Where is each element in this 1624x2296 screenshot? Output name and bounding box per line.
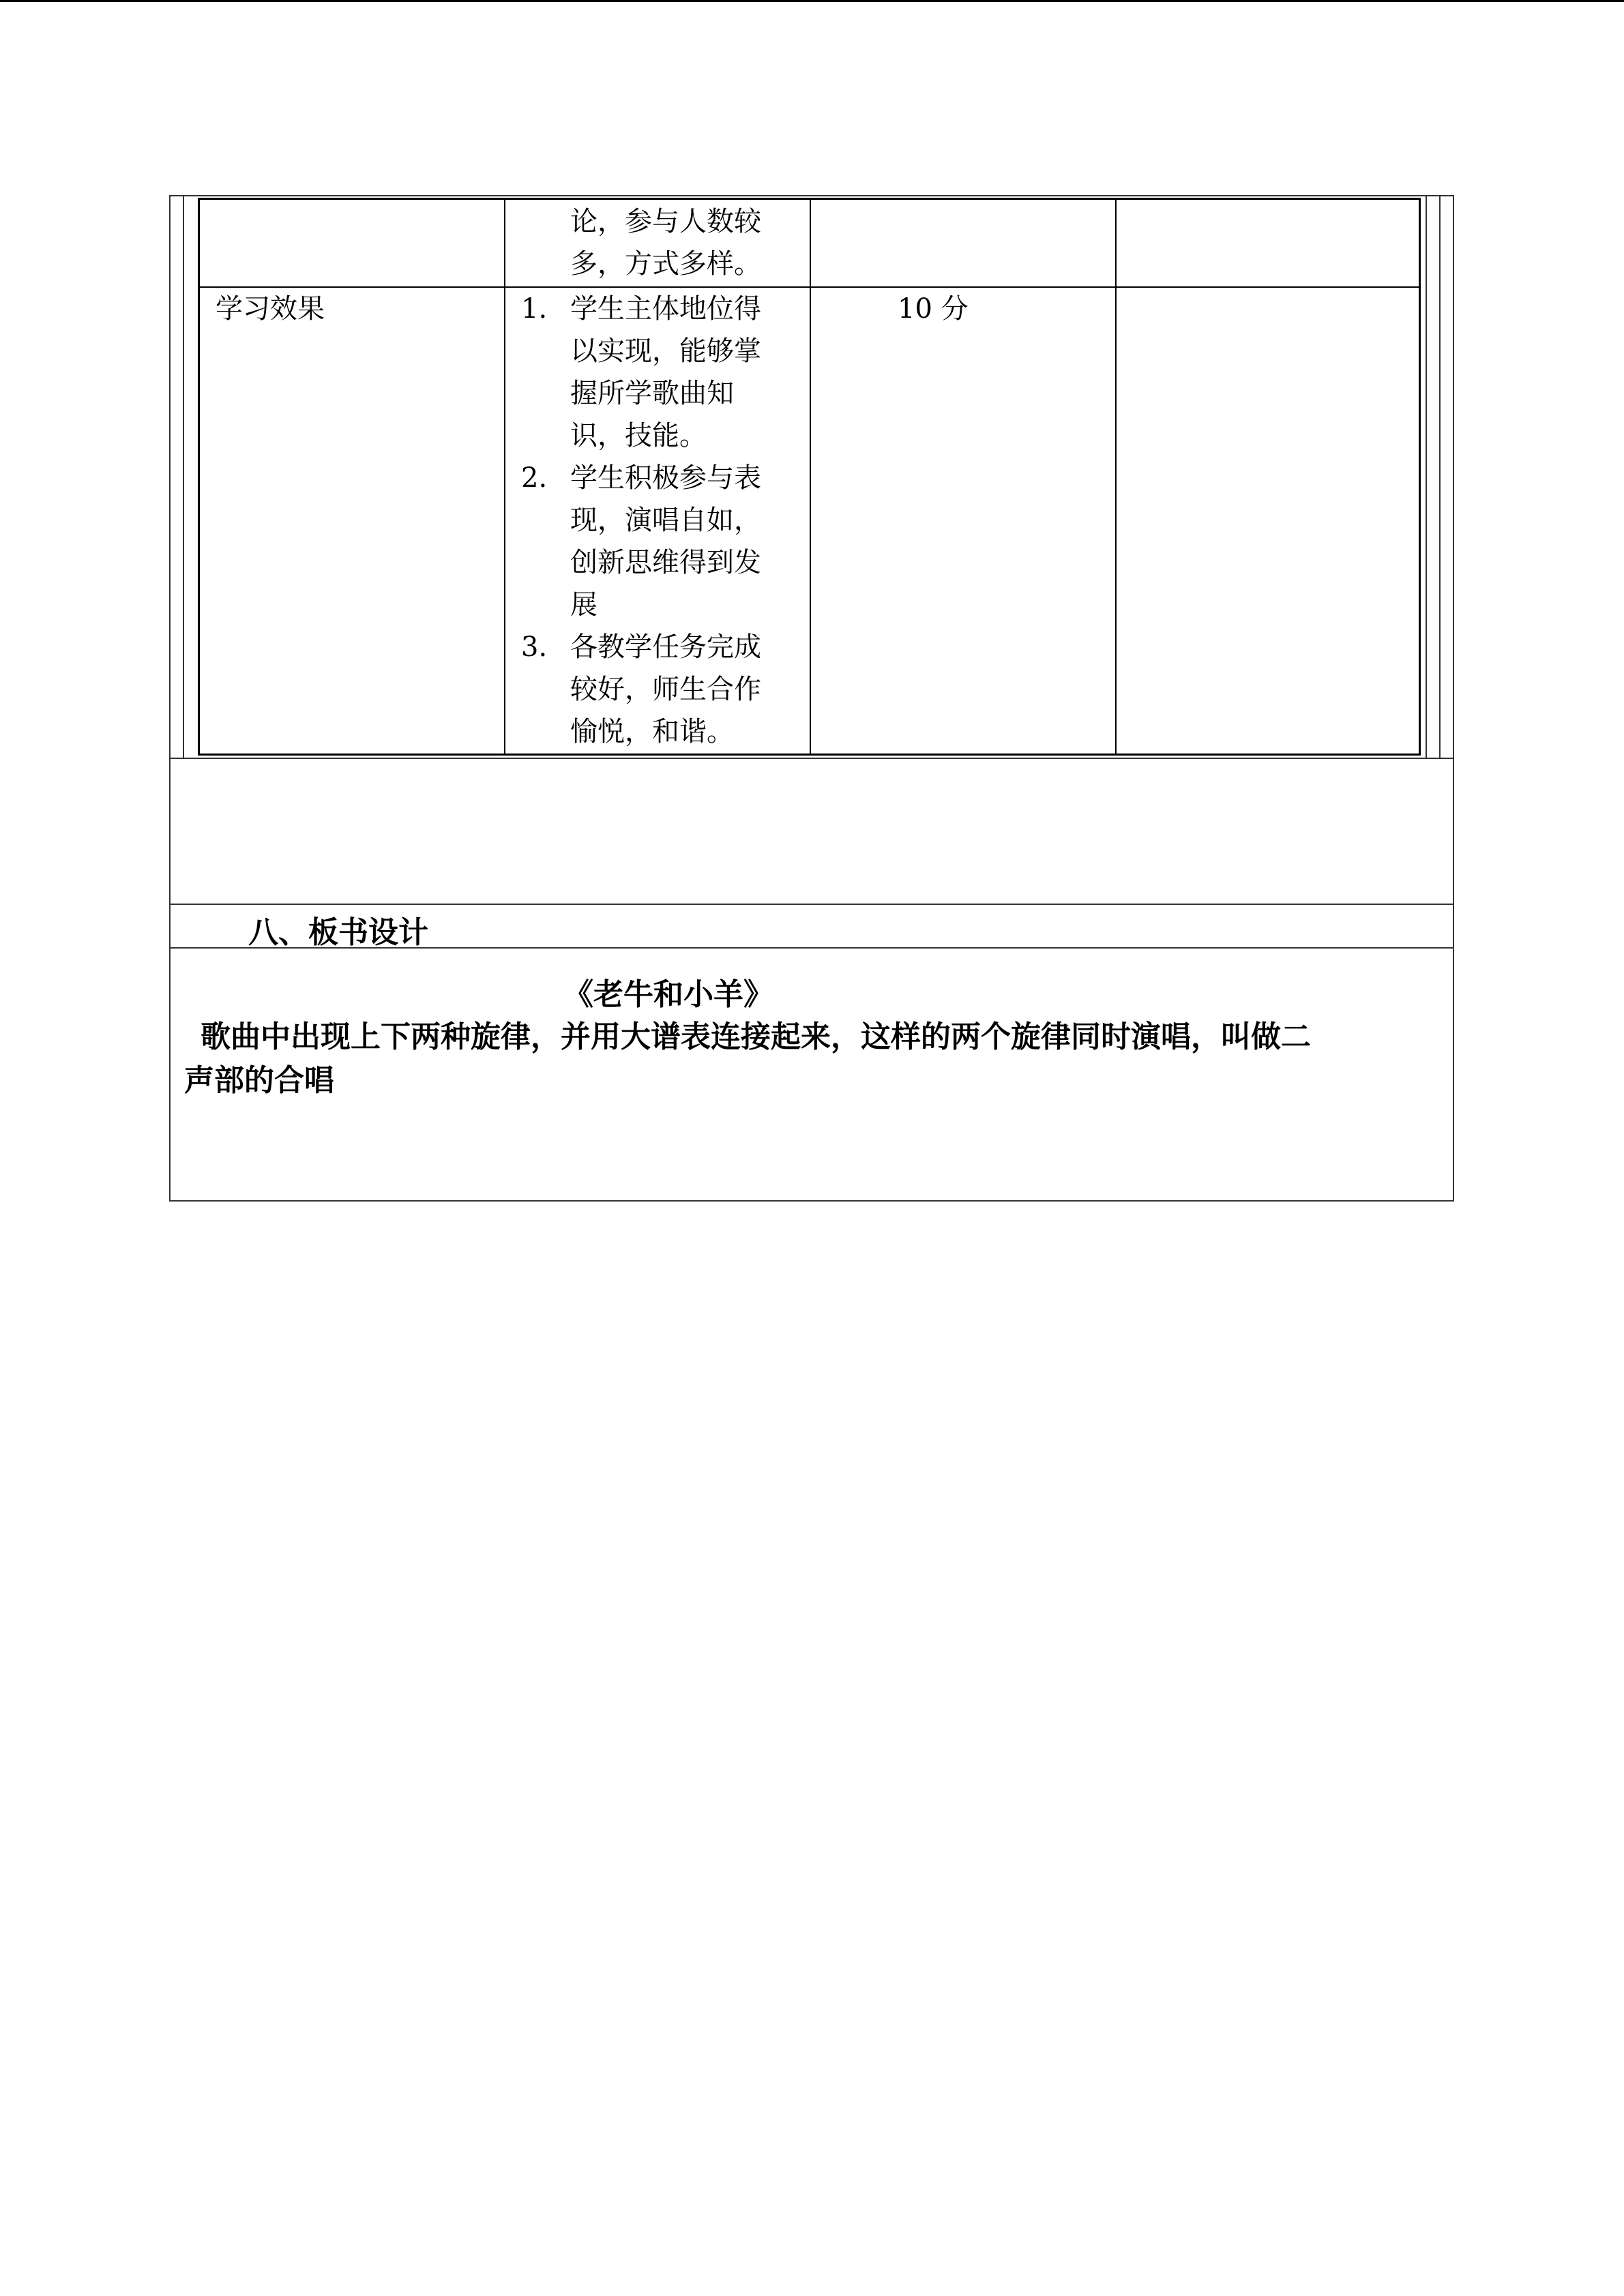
- list-item-text: 握所学歌曲知: [570, 378, 734, 409]
- table-column-divider: [504, 200, 505, 754]
- section-divider: [169, 904, 1454, 905]
- list-item-text: 愉悦，和谐。: [570, 716, 734, 747]
- table-cell-text: 多，方式多样。: [570, 248, 761, 280]
- list-item-text: 各教学任务完成: [570, 631, 761, 663]
- list-number: 1.: [521, 293, 548, 325]
- page-top-border: [0, 0, 1624, 2]
- section-heading: 八、板书设计: [248, 915, 428, 950]
- board-text: 声部的合唱: [184, 1063, 334, 1098]
- evaluation-table: [198, 198, 1421, 756]
- list-item-text: 创新思维得到发: [570, 547, 761, 578]
- list-number: 3.: [521, 631, 548, 663]
- list-item-text: 展: [570, 589, 597, 621]
- frame-line: [1439, 195, 1441, 758]
- board-text: 歌曲中出现上下两种旋律，并用大谱表连接起来，这样的两个旋律同时演唱，叫做二: [201, 1019, 1311, 1054]
- list-number: 2.: [521, 462, 548, 494]
- table-row-divider: [200, 286, 1419, 288]
- row-label: 学习效果: [216, 293, 325, 325]
- section-divider: [169, 758, 1454, 759]
- board-title: 《老牛和小羊》: [563, 977, 773, 1012]
- table-column-divider: [1115, 200, 1117, 754]
- list-item-text: 识，技能。: [570, 420, 707, 451]
- table-column-divider: [810, 200, 811, 754]
- frame-line: [183, 195, 184, 758]
- list-item-text: 较好，师生合作: [570, 674, 761, 705]
- table-cell-text: 论，参与人数较: [570, 206, 761, 237]
- list-item-text: 现，演唱自如，: [570, 505, 761, 536]
- list-item-text: 以实现，能够掌: [570, 336, 761, 367]
- list-item-text: 学生主体地位得: [570, 293, 761, 325]
- score-value: 10 分: [898, 293, 969, 325]
- frame-line: [1426, 195, 1427, 758]
- list-item-text: 学生积极参与表: [570, 462, 761, 494]
